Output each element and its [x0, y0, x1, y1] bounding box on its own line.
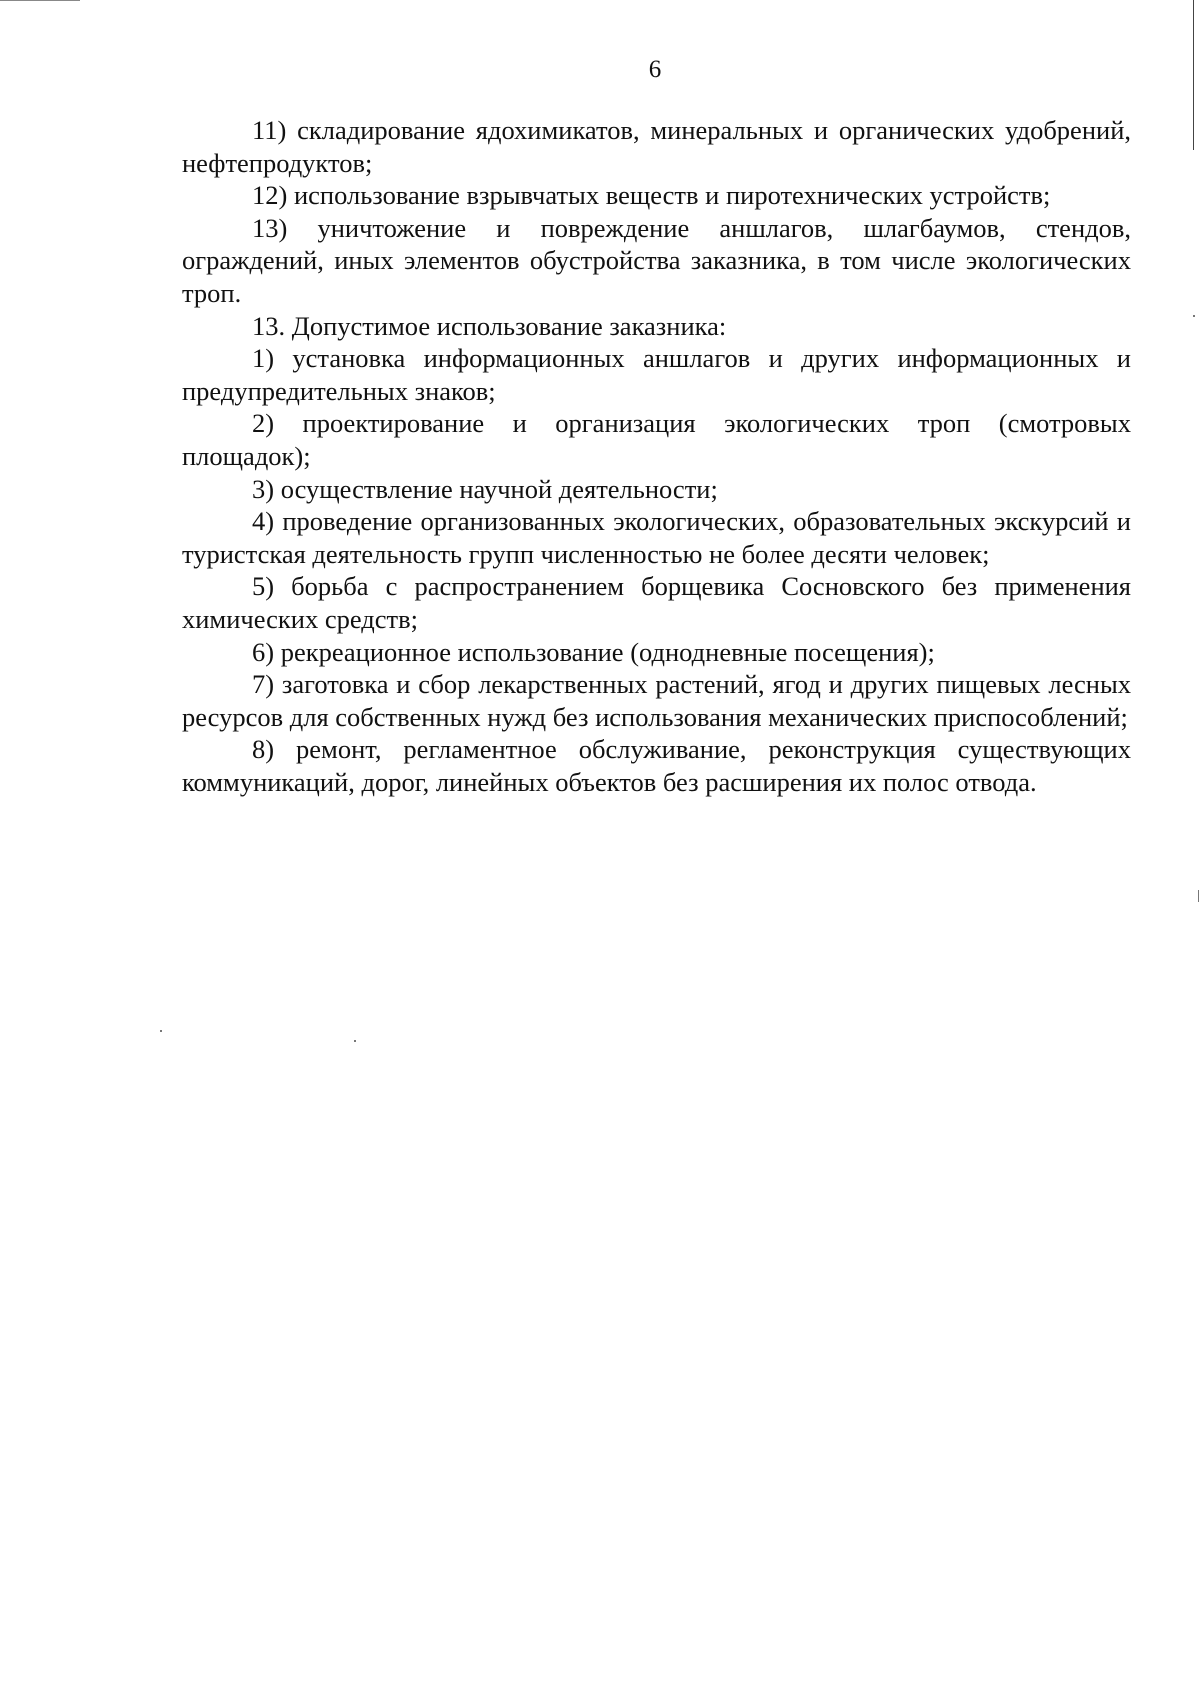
paragraph-item-13: 13) уничтожение и повреждение аншлагов, шлагбаумов, стендов, ограждений, иных элементов обустройства заказника, в том числе экологических троп.	[182, 212, 1131, 308]
document-body	[182, 114, 1131, 798]
section-heading-13: 13. Допустимое использование заказника:	[252, 310, 727, 341]
paragraph-allowed-2: 2) проектирование и организация экологических троп (смотровых площадок);	[182, 408, 1131, 471]
scan-speck	[1198, 890, 1199, 902]
paragraph-item-12: 12) использование взрывчатых веществ и пиротехнических устройств;	[252, 180, 1051, 211]
paragraph-allowed-1: 1) установка информационных аншлагов и других информационных и предупредительных знаков;	[182, 343, 1131, 406]
paragraph-item-11: 11) складирование ядохимикатов, минеральных и органических удобрений, нефтепродуктов;	[182, 115, 1131, 178]
paragraph-allowed-4: 4) проведение организованных экологических, образовательных экскурсий и туристская деятельность групп численностью не более десяти человек;	[182, 506, 1131, 569]
paragraph-allowed-3: 3) осуществление научной деятельности;	[252, 473, 718, 504]
paragraph-allowed-8: 8) ремонт, регламентное обслуживание, реконструкция существующих коммуникаций, дорог, линейных объектов без расширения их полос отвода.	[182, 734, 1131, 797]
scan-speck	[354, 1040, 356, 1042]
paragraph-allowed-5: 5) борьба с распространением борщевика Сосновского без применения химических средств;	[182, 571, 1131, 634]
page-number: 6	[648, 56, 662, 83]
scan-speck	[1193, 315, 1195, 317]
paragraph-allowed-6: 6) рекреационное использование (однодневные посещения);	[252, 636, 935, 667]
scan-edge-top	[0, 0, 80, 1]
paragraph-allowed-7: 7) заготовка и сбор лекарственных растений, ягод и других пищевых лесных ресурсов для собственных нужд без использования механических приспособлений;	[182, 669, 1131, 732]
scan-speck	[160, 1030, 162, 1032]
